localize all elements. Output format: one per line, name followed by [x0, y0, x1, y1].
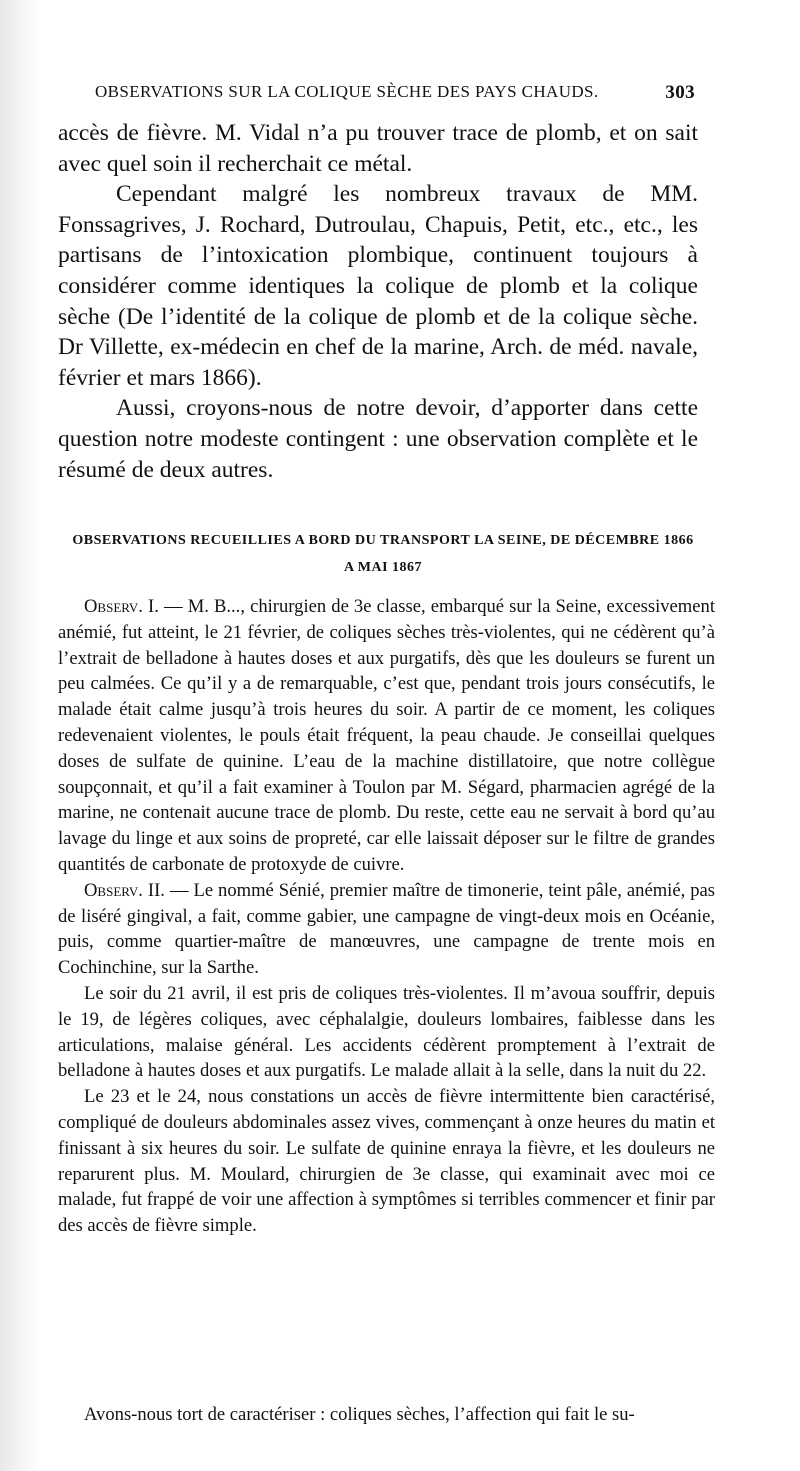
observations-text [58, 594, 715, 1239]
intro-paragraph-1: accès de fièvre. M. Vidal n’a pu trouver trace de plomb, et on sait avec quel soin il recherchait ce métal. [58, 120, 698, 177]
observation-2-paragraph-3: Le 23 et le 24, nous constations un accès de fièvre intermittente bien caractérisé, compliqué de douleurs abdominales assez vives, commençant à onze heures du matin et finissant à six heures du soir. Le sulfate de quinine enraya la fièvre, et les douleurs ne reparurent plus. M. Moulard, chirurgien de 3e classe, qui examinait avec moi ce malade, fut frappé de voir une affection à symptômes si terribles commencer et finir par des accès de fièvre simple. [58, 1086, 715, 1237]
observation-2 [58, 878, 715, 981]
observation-1-text: — M. B..., chirurgien de 3e classe, embarqué sur la Seine, excessivement anémié, fut atteint, le 21 février, de coliques sèches très-violentes, qui ne cédèrent qu’à l’extrait de belladone à hautes doses et aux purgatifs, dès que les douleurs se furent un peu calmées. Ce qu’il y a de remarquable, c’est que, pendant trois jours consécutifs, le malade était calme jusqu’à trois heures du soir. A partir de ce moment, les coliques redevenaient violentes, le pouls était fréquent, la peau chaude. Je conseillai quelques doses de sulfate de quinine. L’eau de la machine distillatoire, que notre collègue soupçonnait, et qu’il a fait examiner à Toulon par M. Ségard, pharmacien agrégé de la marine, ne contenait aucune trace de plomb. Du reste, cette eau ne servait à bord qu’au lavage du linge et aux soins de propreté, car elle laissait déposer sur le filtre de grandes quantités de carbonate de protoxyde de cuivre. [58, 596, 715, 875]
observation-2-paragraph-2: Le soir du 21 avril, il est pris de coliques très-violentes. Il m’avoua souffrir, depuis le 19, de légères coliques, avec céphalalgie, douleurs lombaires, faiblesse dans les articulations, malaise général. Les accidents cédèrent promptement à l’extrait de belladone à hautes doses et aux purgatifs. Le malade allait à la selle, dans la nuit du 22. [58, 982, 715, 1082]
closing-line: Avons-nous tort de caractériser : coliques sèches, l’affection qui fait le su- [84, 1404, 635, 1425]
observation-1-label: Observ. I. [84, 596, 159, 617]
intro-text [58, 118, 698, 485]
section-heading-line-2: A MAI 1867 [343, 560, 423, 575]
observation-2-text: — Le nommé Sénié, premier maître de timonerie, teint pâle, anémié, pas de liséré gingival, a fait, comme gabier, une campagne de vingt-deux mois en Océanie, puis, comme quartier-maître de manœuvres, une campagne de trente mois en Cochinchine, sur la Sarthe. [58, 879, 715, 979]
intro-paragraph-2: Cependant malgré les nombreux travaux de MM. Fonssagrives, J. Rochard, Dutroulau, Chapuis, Petit, etc., etc., les partisans de l’intoxication plombique, continuent toujours à considérer comme identiques la colique de plomb et la colique sèche (De l’identité de la colique de plomb et de la colique sèche. Dr Villette, ex-médecin en chef de la marine, Arch. de méd. navale, février et mars 1866). [58, 181, 698, 391]
section-heading [58, 527, 708, 581]
running-head [95, 82, 695, 108]
page-gutter-shadow [0, 0, 40, 1471]
running-head-title: OBSERVATIONS SUR LA COLIQUE SÈCHE DES PAYS CHAUDS. [95, 82, 599, 101]
section-heading-line-1: OBSERVATIONS RECUEILLIES A BORD DU TRANSPORT LA SEINE, DE DÉCEMBRE 1866 [72, 533, 694, 548]
intro-paragraph-3: Aussi, croyons-nous de notre devoir, d’apporter dans cette question notre modeste contingent : une observation complète et le résumé de deux autres. [58, 395, 698, 483]
page-number: 303 [665, 82, 695, 103]
observation-2-label: Observ. II. [84, 879, 165, 901]
observation-1 [58, 594, 715, 878]
